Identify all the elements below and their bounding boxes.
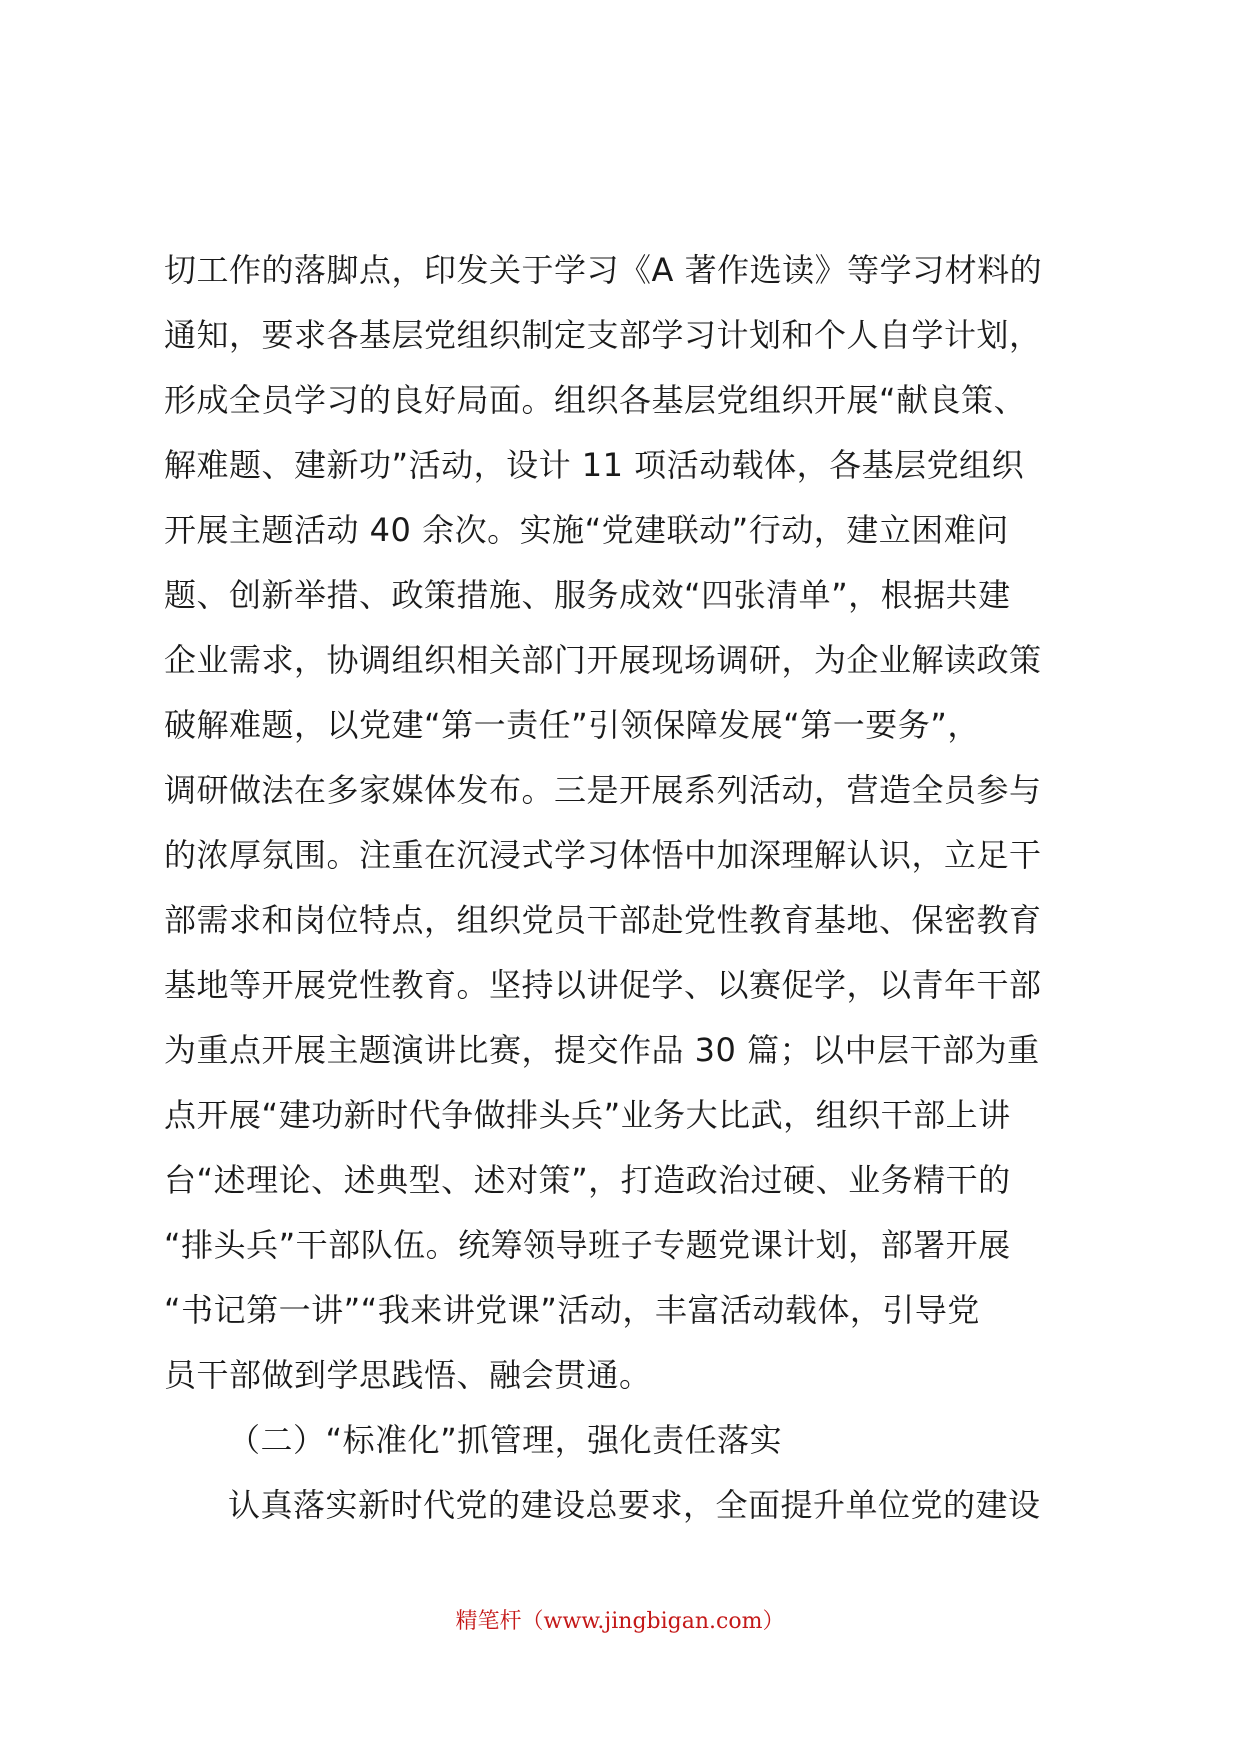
text-line-4: 解难题、建新功”活动，设计 11 项活动载体，各基层党组织	[164, 446, 1025, 484]
text-line-10: 的浓厚氛围。注重在沉浸式学习体悟中加深理解认识，立足干	[164, 836, 1042, 874]
footer-watermark: 精笔杆（www.jingbigan.com）	[455, 1609, 785, 1634]
section-heading: （二）“标准化”抓管理，强化责任落实	[228, 1421, 783, 1459]
text-line-3: 形成全员学习的良好局面。组织各基层党组织开展“献良策、	[164, 381, 1027, 419]
text-line-9: 调研做法在多家媒体发布。三是开展系列活动，营造全员参与	[164, 771, 1042, 809]
text-line-20: 认真落实新时代党的建设总要求，全面提升单位党的建设	[228, 1486, 1041, 1524]
text-line-6: 题、创新举措、政策措施、服务成效“四张清单”，根据共建	[164, 576, 1011, 614]
text-line-2: 通知，要求各基层党组织制定支部学习计划和个人自学计划，	[164, 316, 1042, 354]
text-line-5: 开展主题活动 40 余次。实施“党建联动”行动，建立困难问	[164, 511, 1009, 549]
text-line-16: “排头兵”干部队伍。统筹领导班子专题党课计划，部署开展	[164, 1226, 1011, 1264]
body-text	[164, 238, 1084, 1538]
text-line-7: 企业需求，协调组织相关部门开展现场调研，为企业解读政策	[164, 641, 1042, 679]
text-line-8: 破解难题，以党建“第一责任”引领保障发展“第一要务”，	[164, 706, 980, 744]
text-line-11: 部需求和岗位特点，组织党员干部赴党性教育基地、保密教育	[164, 901, 1042, 939]
text-line-17: “书记第一讲”“我来讲党课”活动，丰富活动载体，引导党	[164, 1291, 980, 1329]
text-line-13: 为重点开展主题演讲比赛，提交作品 30 篇；以中层干部为重	[164, 1031, 1040, 1069]
text-line-18: 员干部做到学思践悟、融会贯通。	[164, 1356, 652, 1394]
text-line-14: 点开展“建功新时代争做排头兵”业务大比武，组织干部上讲	[164, 1096, 1011, 1134]
text-line-12: 基地等开展党性教育。坚持以讲促学、以赛促学，以青年干部	[164, 966, 1042, 1004]
text-line-1: 切工作的落脚点，印发关于学习《A 著作选读》等学习材料的	[164, 251, 1043, 289]
text-line-15: 台“述理论、述典型、述对策”，打造政治过硬、业务精干的	[164, 1161, 1011, 1199]
